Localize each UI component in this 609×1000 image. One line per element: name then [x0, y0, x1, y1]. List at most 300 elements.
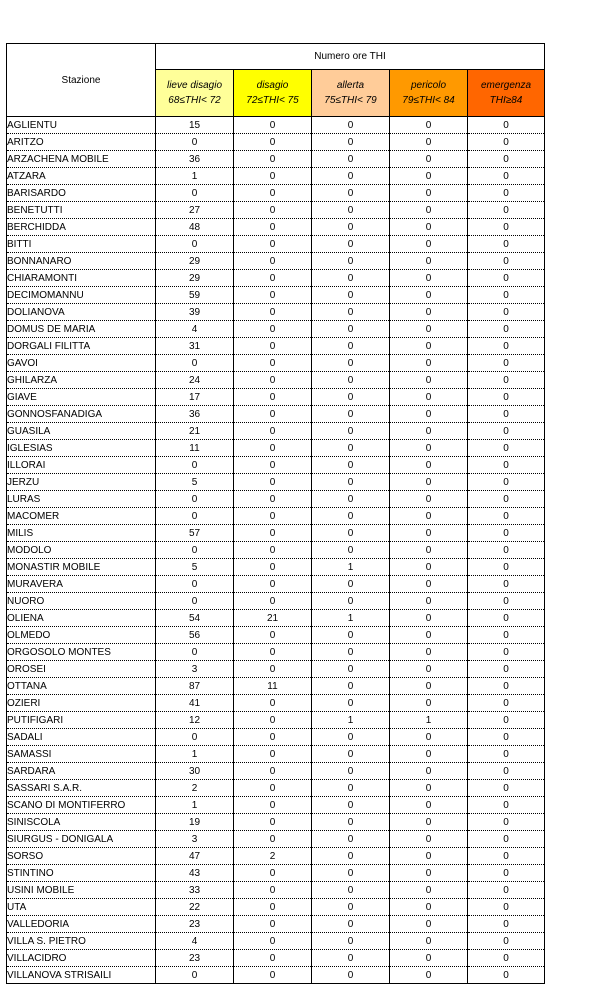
hours-value: 0	[234, 542, 312, 559]
hours-value: 0	[234, 372, 312, 389]
table-row	[7, 253, 545, 270]
hours-value: 41	[156, 695, 234, 712]
hours-value: 0	[156, 134, 234, 151]
table-row	[7, 287, 545, 304]
station-name: DOLIANOVA	[7, 304, 156, 321]
station-name: ARZACHENA MOBILE	[7, 151, 156, 168]
hours-value: 0	[312, 593, 390, 610]
hours-value: 27	[156, 202, 234, 219]
table-row	[7, 491, 545, 508]
hours-value: 0	[468, 338, 545, 355]
hours-value: 0	[468, 695, 545, 712]
station-name: AGLIENTU	[7, 117, 156, 134]
hours-value: 0	[390, 729, 468, 746]
table-row	[7, 168, 545, 185]
station-name: VILLANOVA STRISAILI	[7, 967, 156, 984]
station-name: OLMEDO	[7, 627, 156, 644]
hours-value: 0	[234, 151, 312, 168]
hours-value: 0	[156, 491, 234, 508]
hours-value: 0	[468, 406, 545, 423]
hours-value: 0	[312, 797, 390, 814]
hours-value: 0	[390, 831, 468, 848]
station-name: OZIERI	[7, 695, 156, 712]
hours-value: 0	[234, 525, 312, 542]
table-body	[7, 117, 545, 984]
hours-value: 0	[312, 372, 390, 389]
hours-value: 0	[234, 933, 312, 950]
hours-value: 0	[390, 695, 468, 712]
hours-value: 0	[468, 848, 545, 865]
hours-value: 0	[312, 763, 390, 780]
station-name: DECIMOMANNU	[7, 287, 156, 304]
hours-value: 0	[234, 440, 312, 457]
hours-value: 0	[312, 729, 390, 746]
hours-value: 23	[156, 950, 234, 967]
hours-value: 0	[390, 236, 468, 253]
station-name: JERZU	[7, 474, 156, 491]
category-name: lieve disagio	[166, 80, 223, 91]
hours-value: 0	[390, 355, 468, 372]
hours-value: 0	[390, 593, 468, 610]
hours-value: 0	[390, 661, 468, 678]
hours-value: 0	[390, 950, 468, 967]
hours-value: 0	[468, 916, 545, 933]
station-name: MODOLO	[7, 542, 156, 559]
hours-value: 0	[156, 576, 234, 593]
hours-value: 0	[312, 389, 390, 406]
hours-value: 0	[390, 848, 468, 865]
station-name: MONASTIR MOBILE	[7, 559, 156, 576]
category-header	[156, 70, 234, 117]
hours-value: 22	[156, 899, 234, 916]
hours-value: 0	[390, 151, 468, 168]
hours-value: 36	[156, 151, 234, 168]
category-name: emergenza	[480, 80, 532, 91]
hours-value: 0	[312, 814, 390, 831]
table-row	[7, 576, 545, 593]
hours-value: 2	[156, 780, 234, 797]
hours-value: 0	[312, 457, 390, 474]
category-range: THI≥84	[489, 95, 523, 106]
station-name: BONNANARO	[7, 253, 156, 270]
hours-value: 87	[156, 678, 234, 695]
table-row	[7, 474, 545, 491]
station-name: SCANO DI MONTIFERRO	[7, 797, 156, 814]
hours-value: 0	[156, 508, 234, 525]
table-row	[7, 712, 545, 729]
hours-value: 0	[468, 321, 545, 338]
hours-value: 0	[390, 389, 468, 406]
hours-value: 0	[390, 372, 468, 389]
hours-value: 0	[234, 321, 312, 338]
hours-value: 0	[468, 967, 545, 984]
station-name: BERCHIDDA	[7, 219, 156, 236]
hours-value: 29	[156, 270, 234, 287]
hours-value: 0	[468, 151, 545, 168]
hours-value: 0	[468, 746, 545, 763]
table-row	[7, 457, 545, 474]
table-row	[7, 304, 545, 321]
hours-value: 0	[468, 610, 545, 627]
category-header	[390, 70, 468, 117]
hours-value: 0	[234, 219, 312, 236]
hours-value: 0	[468, 559, 545, 576]
hours-value: 5	[156, 474, 234, 491]
hours-value: 0	[234, 202, 312, 219]
hours-value: 0	[156, 542, 234, 559]
table-row	[7, 627, 545, 644]
hours-value: 0	[390, 338, 468, 355]
hours-value: 0	[234, 644, 312, 661]
hours-value: 0	[234, 236, 312, 253]
station-name: OTTANA	[7, 678, 156, 695]
station-name: CHIARAMONTI	[7, 270, 156, 287]
hours-value: 0	[312, 865, 390, 882]
station-name: DOMUS DE MARIA	[7, 321, 156, 338]
table-row	[7, 355, 545, 372]
hours-value: 0	[234, 253, 312, 270]
hours-value: 0	[234, 576, 312, 593]
hours-value: 0	[156, 593, 234, 610]
category-header	[468, 70, 545, 117]
hours-value: 0	[312, 627, 390, 644]
hours-value: 0	[390, 916, 468, 933]
station-name: GHILARZA	[7, 372, 156, 389]
hours-value: 3	[156, 831, 234, 848]
station-name: SADALI	[7, 729, 156, 746]
hours-value: 0	[468, 117, 545, 134]
hours-value: 56	[156, 627, 234, 644]
station-name: SORSO	[7, 848, 156, 865]
hours-value: 0	[390, 117, 468, 134]
station-name: STINTINO	[7, 865, 156, 882]
category-name: pericolo	[410, 80, 447, 91]
table-row	[7, 933, 545, 950]
hours-value: 0	[312, 236, 390, 253]
hours-value: 0	[390, 644, 468, 661]
hours-value: 0	[312, 933, 390, 950]
hours-value: 0	[468, 542, 545, 559]
category-range: 68≤THI< 72	[168, 95, 221, 106]
station-name: MILIS	[7, 525, 156, 542]
hours-value: 0	[234, 168, 312, 185]
hours-value: 54	[156, 610, 234, 627]
hours-value: 4	[156, 933, 234, 950]
hours-value: 0	[234, 593, 312, 610]
hours-value: 0	[234, 746, 312, 763]
station-name: GUASILA	[7, 423, 156, 440]
station-name: GONNOSFANADIGA	[7, 406, 156, 423]
hours-value: 4	[156, 321, 234, 338]
station-name: SARDARA	[7, 763, 156, 780]
hours-value: 2	[234, 848, 312, 865]
hours-value: 0	[468, 253, 545, 270]
hours-value: 0	[156, 355, 234, 372]
table-row	[7, 950, 545, 967]
group-header: Numero ore THI	[156, 44, 545, 70]
table-row	[7, 848, 545, 865]
hours-value: 0	[390, 185, 468, 202]
hours-value: 0	[390, 474, 468, 491]
hours-value: 0	[390, 797, 468, 814]
hours-value: 59	[156, 287, 234, 304]
hours-value: 0	[390, 406, 468, 423]
hours-value: 57	[156, 525, 234, 542]
hours-value: 0	[468, 865, 545, 882]
hours-value: 0	[156, 457, 234, 474]
table-row	[7, 814, 545, 831]
hours-value: 0	[468, 389, 545, 406]
hours-value: 0	[468, 593, 545, 610]
hours-value: 0	[390, 491, 468, 508]
hours-value: 0	[234, 899, 312, 916]
hours-value: 0	[390, 457, 468, 474]
table-row	[7, 865, 545, 882]
hours-value: 0	[390, 882, 468, 899]
table-row	[7, 134, 545, 151]
hours-value: 0	[468, 355, 545, 372]
hours-value: 0	[234, 627, 312, 644]
station-name: OLIENA	[7, 610, 156, 627]
table-row	[7, 185, 545, 202]
hours-value: 0	[468, 644, 545, 661]
hours-value: 29	[156, 253, 234, 270]
table-row	[7, 338, 545, 355]
hours-value: 0	[312, 423, 390, 440]
hours-value: 0	[312, 202, 390, 219]
hours-value: 0	[312, 780, 390, 797]
hours-value: 1	[312, 559, 390, 576]
hours-value: 0	[468, 899, 545, 916]
table-row	[7, 372, 545, 389]
hours-value: 0	[390, 270, 468, 287]
hours-value: 0	[312, 950, 390, 967]
hours-value: 0	[390, 134, 468, 151]
station-name: SAMASSI	[7, 746, 156, 763]
table-row	[7, 644, 545, 661]
station-name: ATZARA	[7, 168, 156, 185]
hours-value: 0	[312, 134, 390, 151]
hours-value: 0	[312, 185, 390, 202]
hours-value: 0	[312, 644, 390, 661]
hours-value: 0	[234, 661, 312, 678]
hours-value: 0	[156, 185, 234, 202]
hours-value: 0	[468, 219, 545, 236]
table-row	[7, 525, 545, 542]
hours-value: 0	[468, 270, 545, 287]
hours-value: 0	[234, 491, 312, 508]
station-name: SINISCOLA	[7, 814, 156, 831]
category-name: disagio	[256, 80, 289, 91]
hours-value: 0	[468, 933, 545, 950]
hours-value: 0	[234, 270, 312, 287]
hours-value: 0	[390, 287, 468, 304]
hours-value: 39	[156, 304, 234, 321]
hours-value: 1	[156, 797, 234, 814]
station-header: Stazione	[7, 44, 156, 117]
hours-value: 0	[312, 916, 390, 933]
hours-value: 0	[234, 882, 312, 899]
table-row	[7, 151, 545, 168]
station-name: ORGOSOLO MONTES	[7, 644, 156, 661]
hours-value: 0	[234, 780, 312, 797]
hours-value: 0	[390, 576, 468, 593]
station-name: MACOMER	[7, 508, 156, 525]
station-name: USINI MOBILE	[7, 882, 156, 899]
hours-value: 0	[312, 168, 390, 185]
hours-value: 0	[390, 542, 468, 559]
hours-value: 43	[156, 865, 234, 882]
hours-value: 31	[156, 338, 234, 355]
hours-value: 0	[234, 916, 312, 933]
station-name: ILLORAI	[7, 457, 156, 474]
table-row	[7, 406, 545, 423]
hours-value: 0	[234, 338, 312, 355]
hours-value: 0	[312, 406, 390, 423]
category-range: 75≤THI< 79	[324, 95, 377, 106]
hours-value: 0	[312, 899, 390, 916]
hours-value: 0	[468, 576, 545, 593]
hours-value: 0	[312, 831, 390, 848]
station-name: NUORO	[7, 593, 156, 610]
table-row	[7, 729, 545, 746]
hours-value: 0	[312, 219, 390, 236]
hours-value: 0	[156, 967, 234, 984]
hours-value: 21	[156, 423, 234, 440]
hours-value: 0	[390, 814, 468, 831]
hours-value: 0	[312, 576, 390, 593]
table-row	[7, 593, 545, 610]
hours-value: 11	[234, 678, 312, 695]
hours-value: 0	[234, 865, 312, 882]
station-name: GIAVE	[7, 389, 156, 406]
hours-value: 0	[312, 355, 390, 372]
hours-value: 0	[468, 525, 545, 542]
category-range: 72≤THI< 75	[246, 95, 299, 106]
hours-value: 0	[234, 304, 312, 321]
hours-value: 0	[312, 678, 390, 695]
hours-value: 0	[390, 321, 468, 338]
hours-value: 0	[312, 270, 390, 287]
table-row	[7, 440, 545, 457]
hours-value: 0	[390, 967, 468, 984]
hours-value: 0	[390, 304, 468, 321]
station-name: SIURGUS - DONIGALA	[7, 831, 156, 848]
table-row	[7, 610, 545, 627]
table-row	[7, 695, 545, 712]
hours-value: 0	[312, 661, 390, 678]
hours-value: 0	[234, 185, 312, 202]
hours-value: 0	[468, 457, 545, 474]
hours-value: 0	[234, 474, 312, 491]
station-name: ARITZO	[7, 134, 156, 151]
hours-value: 21	[234, 610, 312, 627]
hours-value: 0	[390, 168, 468, 185]
hours-value: 0	[468, 797, 545, 814]
hours-value: 0	[312, 746, 390, 763]
hours-value: 5	[156, 559, 234, 576]
hours-value: 0	[468, 831, 545, 848]
table-row	[7, 967, 545, 984]
station-name: BITTI	[7, 236, 156, 253]
hours-value: 30	[156, 763, 234, 780]
hours-value: 24	[156, 372, 234, 389]
hours-value: 0	[234, 134, 312, 151]
hours-value: 0	[234, 967, 312, 984]
hours-value: 0	[234, 712, 312, 729]
hours-value: 1	[156, 168, 234, 185]
table-row	[7, 797, 545, 814]
hours-value: 0	[468, 372, 545, 389]
station-name: IGLESIAS	[7, 440, 156, 457]
table-row	[7, 270, 545, 287]
hours-value: 17	[156, 389, 234, 406]
hours-value: 0	[156, 236, 234, 253]
station-name: BENETUTTI	[7, 202, 156, 219]
table-row	[7, 423, 545, 440]
table-row	[7, 780, 545, 797]
station-name: GAVOI	[7, 355, 156, 372]
station-name: PUTIFIGARI	[7, 712, 156, 729]
table-row	[7, 117, 545, 134]
category-header	[312, 70, 390, 117]
hours-value: 0	[312, 882, 390, 899]
hours-value: 0	[234, 729, 312, 746]
station-name: SASSARI S.A.R.	[7, 780, 156, 797]
hours-value: 0	[234, 355, 312, 372]
hours-value: 0	[468, 304, 545, 321]
hours-value: 0	[390, 678, 468, 695]
hours-value: 0	[390, 627, 468, 644]
hours-value: 0	[234, 559, 312, 576]
hours-value: 0	[390, 610, 468, 627]
hours-value: 0	[468, 661, 545, 678]
hours-value: 36	[156, 406, 234, 423]
table-row	[7, 321, 545, 338]
hours-value: 0	[468, 882, 545, 899]
hours-value: 0	[234, 117, 312, 134]
table-row	[7, 542, 545, 559]
hours-value: 0	[390, 933, 468, 950]
hours-value: 0	[468, 423, 545, 440]
hours-value: 0	[468, 814, 545, 831]
station-name: DORGALI FILITTA	[7, 338, 156, 355]
hours-value: 0	[312, 695, 390, 712]
hours-value: 0	[390, 423, 468, 440]
hours-value: 0	[390, 508, 468, 525]
hours-value: 0	[468, 729, 545, 746]
table-row	[7, 678, 545, 695]
hours-value: 1	[312, 712, 390, 729]
table-row	[7, 202, 545, 219]
table-row	[7, 746, 545, 763]
hours-value: 0	[312, 440, 390, 457]
hours-value: 0	[468, 236, 545, 253]
hours-value: 0	[468, 950, 545, 967]
hours-value: 0	[312, 117, 390, 134]
table-row	[7, 899, 545, 916]
hours-value: 0	[390, 219, 468, 236]
hours-value: 0	[234, 763, 312, 780]
hours-value: 0	[468, 440, 545, 457]
hours-value: 0	[156, 644, 234, 661]
hours-value: 0	[468, 763, 545, 780]
hours-value: 0	[468, 185, 545, 202]
hours-value: 0	[234, 406, 312, 423]
category-header	[234, 70, 312, 117]
hours-value: 0	[312, 287, 390, 304]
hours-value: 0	[234, 423, 312, 440]
